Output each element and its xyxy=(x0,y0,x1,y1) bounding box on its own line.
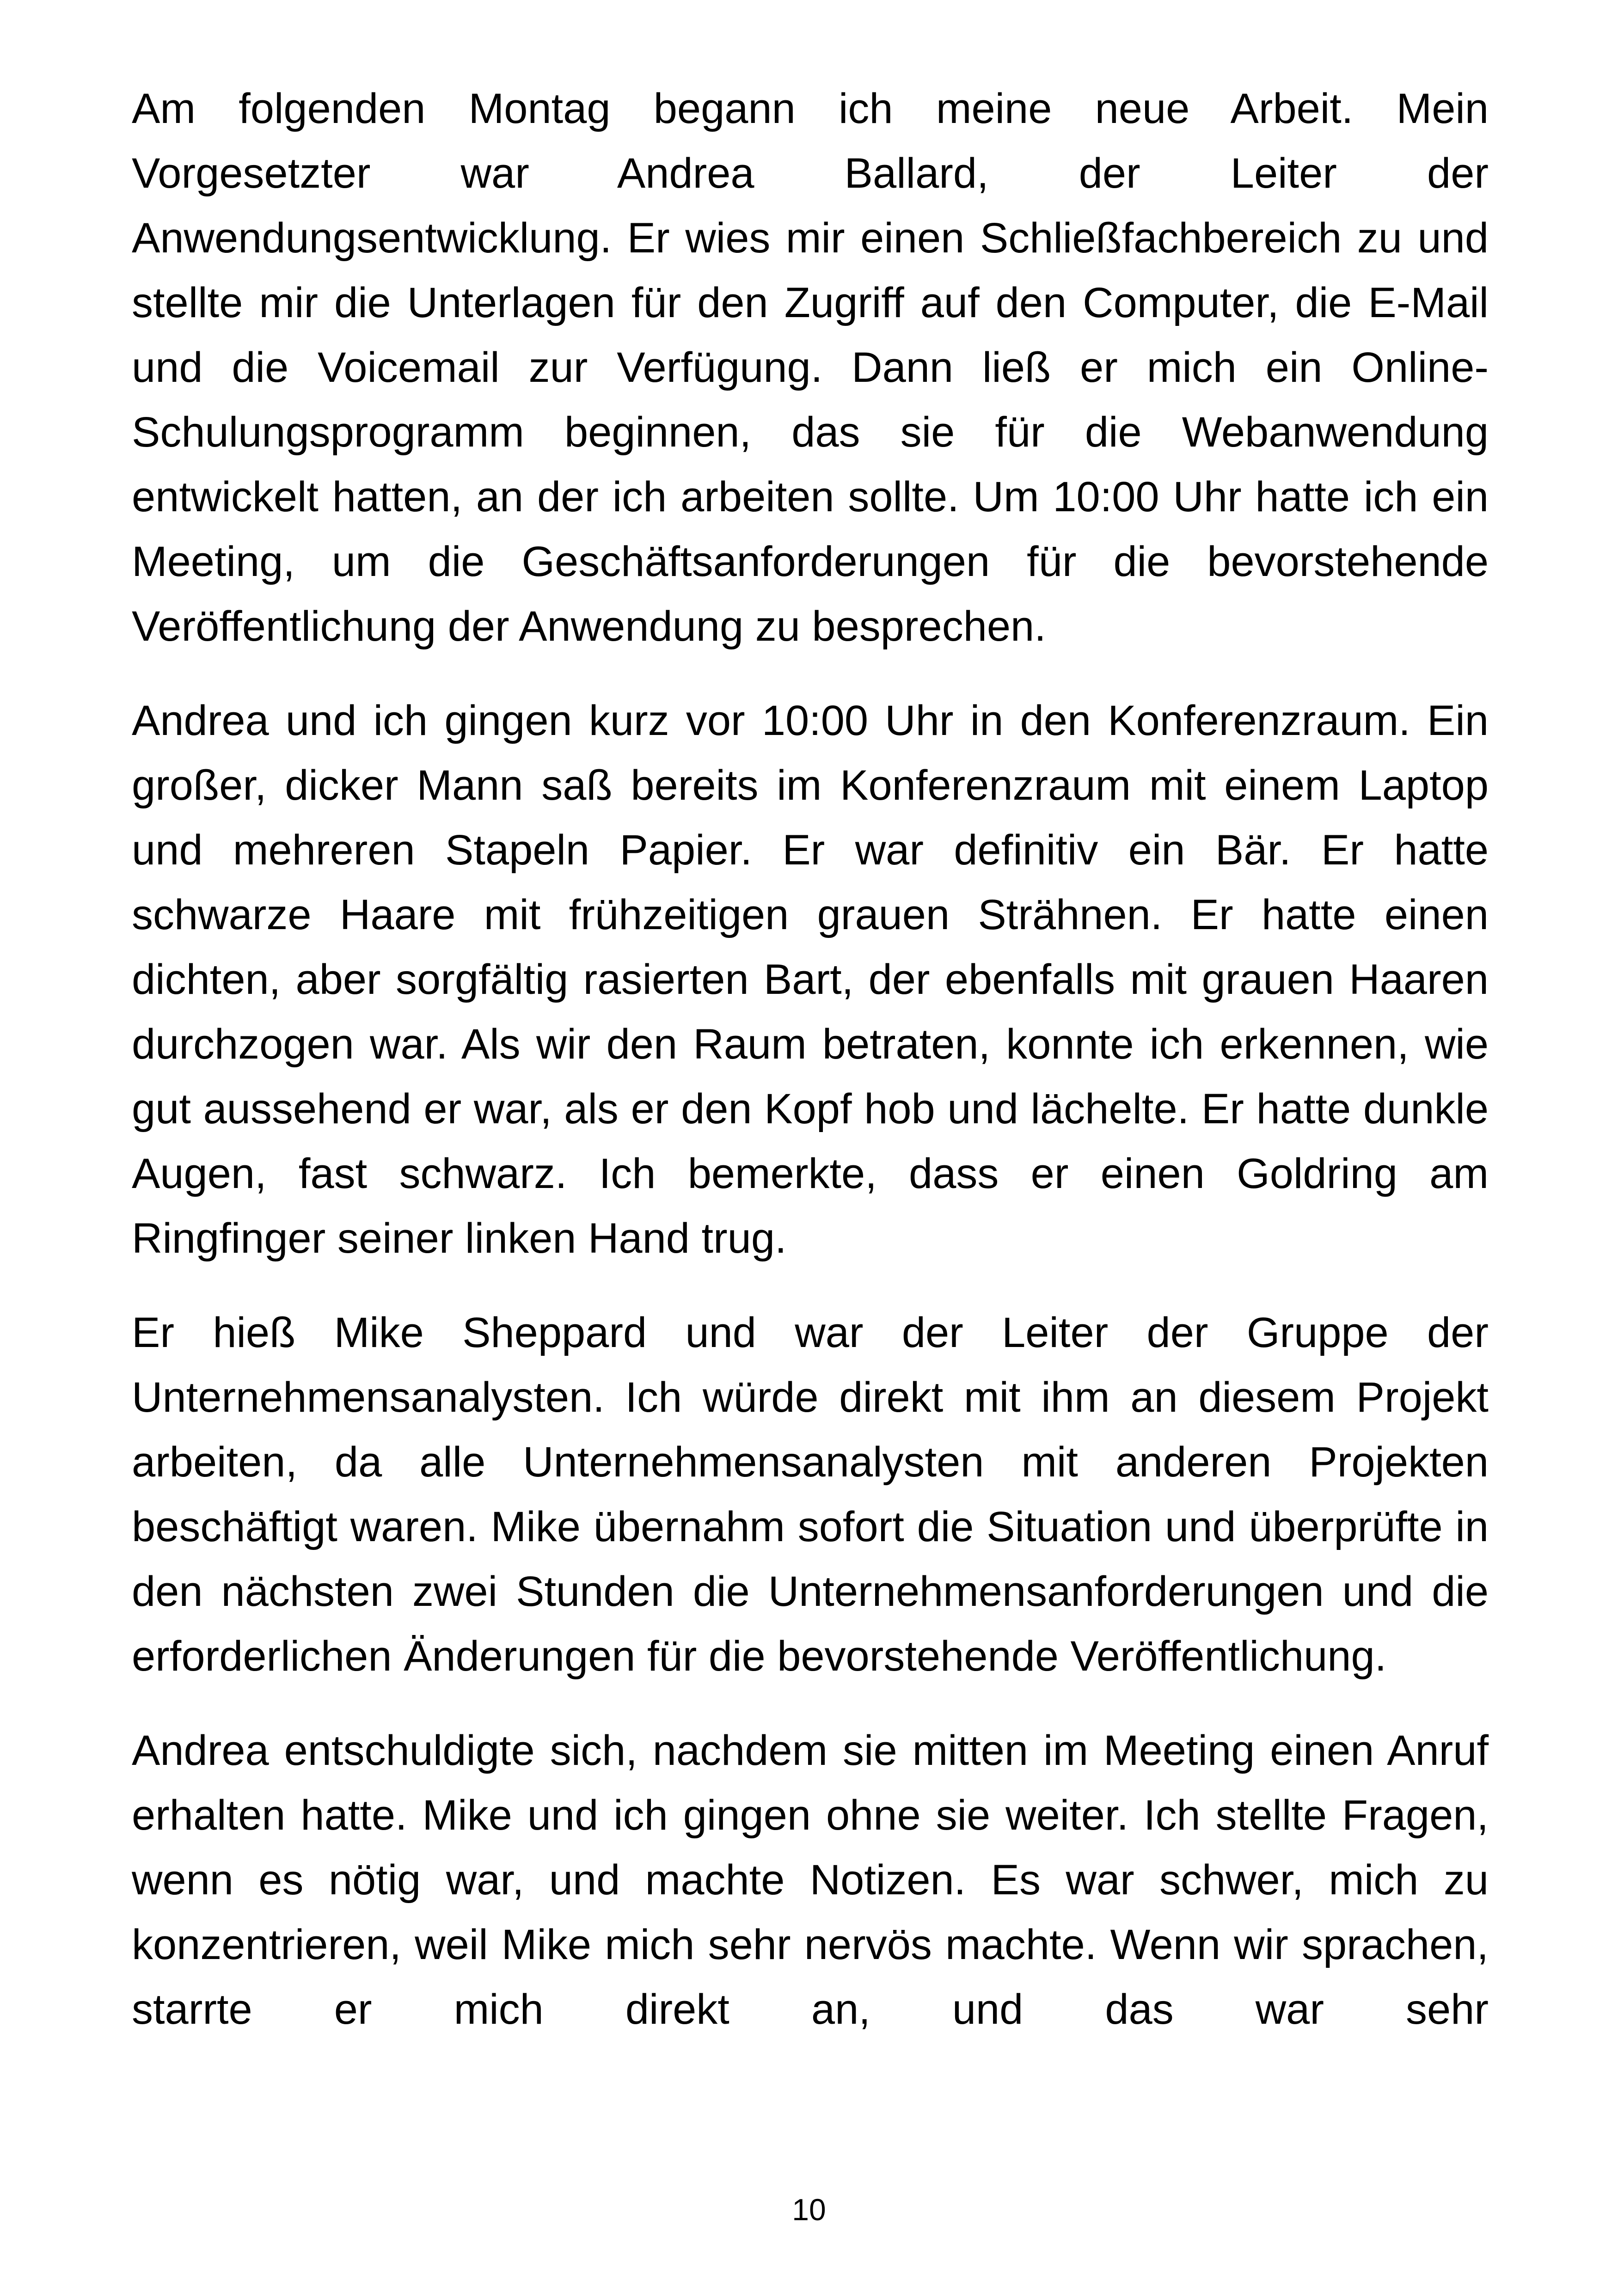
paragraph-2: Andrea und ich gingen kurz vor 10:00 Uhr in den Konferenzraum. Ein großer, dicker Mann saß bereits im Konferenzraum mit einem Laptop und mehreren Stapeln Papier. Er war definitiv ein Bär. Er hatte schwarze Haare mit frühzeitigen grauen Strähnen. Er hatte einen dichten, aber sorgfältig rasierten Bart, der ebenfalls mit grauen Haaren durchzogen war. Als wir den Raum betraten, konnte ich erkennen, wie gut aussehend er war, als er den Kopf hob und lächelte. Er hatte dunkle Augen, fast schwarz. Ich bemerkte, dass er einen Goldring am Ringfinger seiner linken Hand trug. xyxy=(132,697,1489,1262)
paragraph-4: Andrea entschuldigte sich, nachdem sie mitten im Meeting einen Anruf erhalten hatte. Mike und ich gingen ohne sie weiter. Ich stellte Fragen, wenn es nötig war, und machte Notizen. Es war schwer, mich zu konzentrieren, weil Mike mich sehr nervös machte. Wenn wir sprachen, starrte er mich direkt an, und das war sehr xyxy=(132,1727,1489,2033)
page-number: 10 xyxy=(792,2192,826,2227)
paragraph-1: Am folgenden Montag begann ich meine neue Arbeit. Mein Vorgesetzter war Andrea Ballard, der Leiter der Anwendungsentwicklung. Er wies mir einen Schließfachbereich zu und stellte mir die Unterlagen für den Zugriff auf den Computer, die E-Mail und die Voicemail zur Verfügung. Dann ließ er mich ein Online-Schulungsprogramm beginnen, das sie für die Webanwendung entwickelt hatten, an der ich arbeiten sollte. Um 10:00 Uhr hatte ich ein Meeting, um die Geschäftsanforderungen für die bevorstehende Veröffentlichung der Anwendung zu besprechen. xyxy=(132,85,1489,650)
body-text xyxy=(132,76,1489,2071)
paragraph-3: Er hieß Mike Sheppard und war der Leiter der Gruppe der Unternehmensanalysten. Ich würde direkt mit ihm an diesem Projekt arbeiten, da alle Unternehmensanalysten mit anderen Projekten beschäftigt waren. Mike übernahm sofort die Situation und überprüfte in den nächsten zwei Stunden die Unternehmensanforderungen und die erforderlichen Änderungen für die bevorstehende Veröffentlichung. xyxy=(132,1309,1489,1680)
